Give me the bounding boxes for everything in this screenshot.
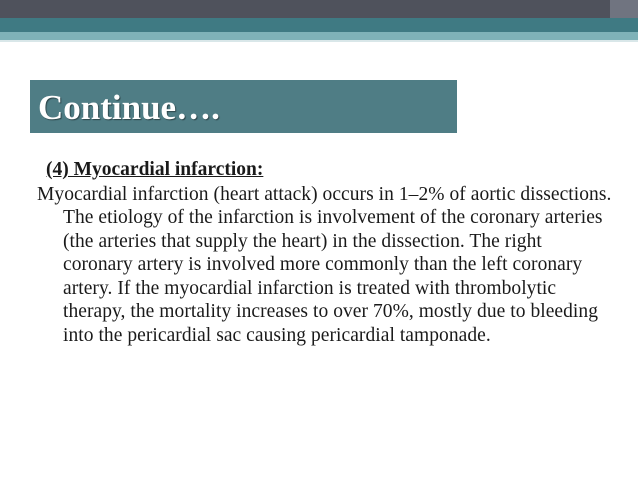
section-subheading: (4) Myocardial infarction:	[46, 159, 264, 180]
slide-title: Continue….	[38, 88, 220, 127]
header-corner-accent	[610, 0, 638, 18]
body-paragraph: Myocardial infarction (heart attack) occurs in 1–2% of aortic dissections. The etiology of the infarction is involvement of the coronary arteries (the arteries that supply the heart) in the dissection. The right coronary artery is involved more commonly than the left coronary artery. If the myocardial infarction is treated with thrombolytic therapy, the mortality increases to over 70%, mostly due to bleeding into the pericardial sac causing pericardial tamponade.	[37, 183, 612, 346]
header-dark-band	[0, 0, 638, 18]
slide-title-bar	[30, 80, 457, 133]
header-divider-line	[0, 40, 638, 42]
header-light-teal-band	[0, 32, 638, 40]
header-teal-band	[0, 18, 638, 32]
slide-content	[37, 158, 612, 347]
